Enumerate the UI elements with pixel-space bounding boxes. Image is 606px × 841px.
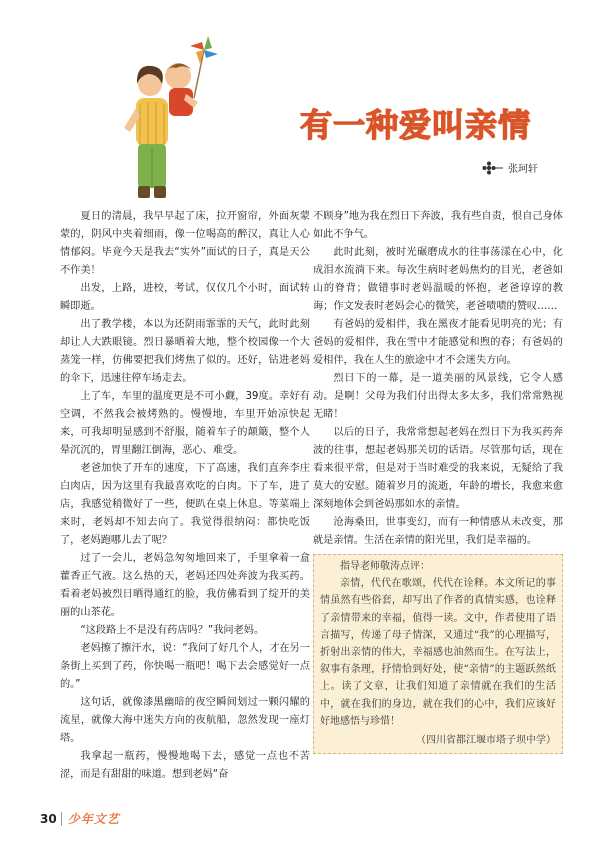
paragraph: 这句话，就像漆黑幽暗的夜空瞬间划过一颗闪耀的流星，就像大海中迷失方向的夜航船，忽然发现一座灯塔。 bbox=[60, 697, 310, 744]
paragraph: 老爸加快了开车的速度，下了高速，我们直奔李庄白肉店，因为这里有我最喜欢吃的白肉。下了车，进了店，我感觉稍微好了一些，便趴在桌上休息。等菜端上来时，老妈却不知去向了。我觉得很纳闷：都快吃饭了，老妈跑哪儿去了呢？ bbox=[60, 463, 310, 546]
page-number: 30 bbox=[40, 812, 62, 826]
paragraph: 以后的日子，我常常想起老妈在烈日下为我买药奔波的往事，想起老妈那关切的话语。尽管那句话，现在看来很平常，但是对于当时难受的我来说，无疑给了我莫大的安慰。随着岁月的流逝，年龄的增长，我愈来愈深刻地体会到爸妈那如水的亲情。 bbox=[313, 427, 563, 510]
paragraph-continued: 不顾身”地为我在烈日下奔波，我有些自责，恨自己身体如此不争气。 bbox=[313, 211, 563, 240]
author-name: 张珂轩 bbox=[508, 164, 538, 175]
page-footer bbox=[40, 810, 120, 827]
article-title: 有一种爱叫亲情 bbox=[300, 106, 532, 144]
teacher-comment-box bbox=[313, 554, 563, 754]
mother-child-illustration bbox=[96, 28, 226, 218]
paragraph: 上了车，车里的温度更是不可小觑，39度。幸好有空调，不然我会被烤熟的。慢慢地，车里开始凉快起来，可我却明显感到不舒服，随着车子的颠簸，整个人晕沉沉的，胃里翻江倒海，恶心、难受。 bbox=[60, 391, 310, 456]
comment-heading: 指导老师敬涛点评： bbox=[340, 561, 430, 572]
pinwheel-icon bbox=[190, 36, 218, 98]
paragraph: 出发，上路，进校，考试，仅仅几个小时，面试转瞬即逝。 bbox=[60, 283, 310, 312]
paragraph: 老妈擦了擦汗水，说：“我问了好几个人，才在另一条街上买到了药，你快喝一瓶吧！喝下去会感觉好一点的。” bbox=[60, 643, 310, 690]
paragraph: 我拿起一瓶药，慢慢地喝下去，感觉一点也不苦涩，而是有甜甜的味道。想到老妈“奋 bbox=[60, 751, 310, 780]
paragraph: 过了一会儿，老妈急匆匆地回来了，手里拿着一盒藿香正气液。这么热的天，老妈还四处奔波为我买药。看着老妈被烈日晒得通红的脸，我仿佛看到了绽开的美丽的山茶花。 bbox=[60, 553, 310, 618]
paragraph: 沧海桑田，世事变幻，而有一种情感从未改变，那就是亲情。生活在亲情的阳光里，我们是幸福的。 bbox=[313, 517, 563, 546]
school-name: （四川省都江堰市塔子坝中学） bbox=[416, 735, 556, 747]
paragraph: 有爸妈的爱相伴，我在黑夜才能看见明亮的光；有爸妈的爱相伴，我在雪中才能感觉和煦的春；有爸妈的爱相伴，我在人生的旅途中才不会迷失方向。 bbox=[313, 319, 563, 366]
paragraph: 出了教学楼，本以为还阴雨霏霏的天气，此时此刻却让人大跌眼镜。烈日暴晒着大地，整个校园像一个大蒸笼一样，仿佛要把我们烤焦了似的。还好，钻进老妈的伞下，迅速往停车场走去。 bbox=[60, 319, 310, 384]
paragraph: 此时此刻，被时光碾磨成水的往事荡漾在心中，化成泪水流淌下来。每次生病时老妈焦灼的目光，老爸如山的脊背；做错事时老妈温暖的怀抱，老爸谆谆的教诲；作文发表时老妈会心的微笑，老爸啧啧的赞叹…… bbox=[313, 247, 563, 312]
comment-text: 亲情，代代在歌颂，代代在诠释。本文所记的事情虽然有些俗套，却写出了作者的真情实感，也诠释了亲情带来的幸福，值得一读。文中，作者使用了语言描写，传递了母子情深，又通过“我”的心理描写，折射出亲情的伟大，幸福感也油然而生。在写法上，叙事有条理，抒情恰到好处，使“亲情”的主题跃然纸上。读了文章，让我们知道了亲情就在我们的生活中，就在我们的身边，就在我们的心中，我们应该好好地感悟与珍惜！ bbox=[320, 578, 556, 727]
paragraph: 夏日的清晨，我早早起了床，拉开窗帘，外面灰蒙蒙的，阴风中夹着细雨，像一位喝高的醉汉，真让人心情郁闷。毕竟今天是我去“实外”面试的日子，真是天公不作美！ bbox=[60, 211, 310, 276]
article-column-left bbox=[60, 208, 310, 784]
byline bbox=[482, 160, 538, 175]
magazine-logo: 少年文艺 bbox=[67, 812, 120, 826]
paragraph: “这段路上不是没有药店吗？”我问老妈。 bbox=[80, 625, 265, 636]
paragraph: 烈日下的一幕，是一道美丽的风景线，它令人感动。是啊！父母为我们付出得太多太多，我们常常熟视无睹！ bbox=[313, 373, 563, 420]
article-column-right bbox=[313, 208, 563, 754]
flower-ornament-icon bbox=[482, 161, 504, 175]
